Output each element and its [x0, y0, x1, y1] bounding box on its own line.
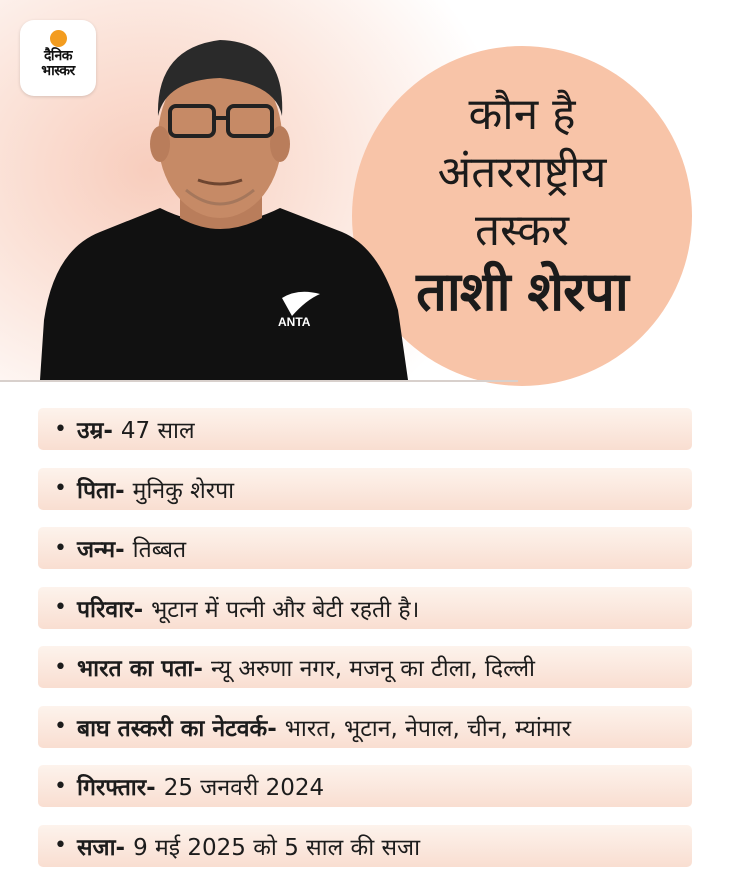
detail-value: भूटान में पत्नी और बेटी रहती है।: [151, 596, 420, 623]
detail-value: 9 मई 2025 को 5 साल की सजा: [133, 834, 421, 861]
detail-row-arrested: [38, 765, 692, 807]
headline-line-1: कौन है: [468, 89, 576, 140]
detail-label: गिरफ्तार-: [76, 775, 156, 801]
detail-value: भारत, भूटान, नेपाल, चीन, म्यांमार: [284, 715, 571, 742]
detail-value: तिब्बत: [132, 537, 187, 563]
bullet-icon: •: [54, 416, 67, 442]
detail-label: जन्म-: [76, 537, 125, 563]
bullet-icon: •: [54, 714, 67, 739]
sun-icon: [50, 30, 67, 47]
bullet-icon: •: [54, 654, 67, 680]
divider: [0, 380, 518, 382]
detail-value: 25 जनवरी 2024: [163, 775, 325, 801]
detail-row-network: [38, 706, 692, 748]
bullet-icon: •: [54, 595, 67, 620]
detail-row-age: [38, 408, 692, 450]
detail-row-birth: [38, 527, 692, 569]
logo-line-2: भास्कर: [41, 63, 75, 79]
bullet-icon: •: [54, 773, 67, 799]
logo-line-1: दैनिक: [43, 48, 73, 64]
bullet-icon: •: [54, 476, 67, 501]
headline-name: ताशी शेरपा: [416, 260, 628, 323]
detail-label: उम्र-: [76, 418, 113, 444]
dainik-bhaskar-logo: [20, 20, 96, 96]
headline-line-2: अंतरराष्ट्रीय: [437, 147, 607, 198]
detail-label: बाघ तस्करी का नेटवर्क-: [76, 715, 277, 742]
details-list: [38, 408, 692, 884]
detail-label: सजा-: [76, 834, 126, 861]
detail-value: 47 साल: [120, 418, 195, 444]
headline-line-3: तस्कर: [475, 205, 569, 256]
detail-row-father: [38, 468, 692, 510]
detail-row-family: [38, 587, 692, 629]
detail-label: परिवार-: [76, 596, 144, 623]
bullet-icon: •: [54, 535, 67, 561]
detail-row-sentence: [38, 825, 692, 867]
detail-value: मुनिकु शेरपा: [132, 477, 235, 504]
detail-label: पिता-: [76, 477, 125, 504]
detail-row-address: [38, 646, 692, 688]
detail-label: भारत का पता-: [76, 656, 203, 682]
shirt-logo: ANTA: [278, 315, 311, 329]
detail-value: न्यू अरुणा नगर, मजनू का टीला, दिल्ली: [210, 656, 535, 682]
bullet-icon: •: [54, 833, 67, 858]
